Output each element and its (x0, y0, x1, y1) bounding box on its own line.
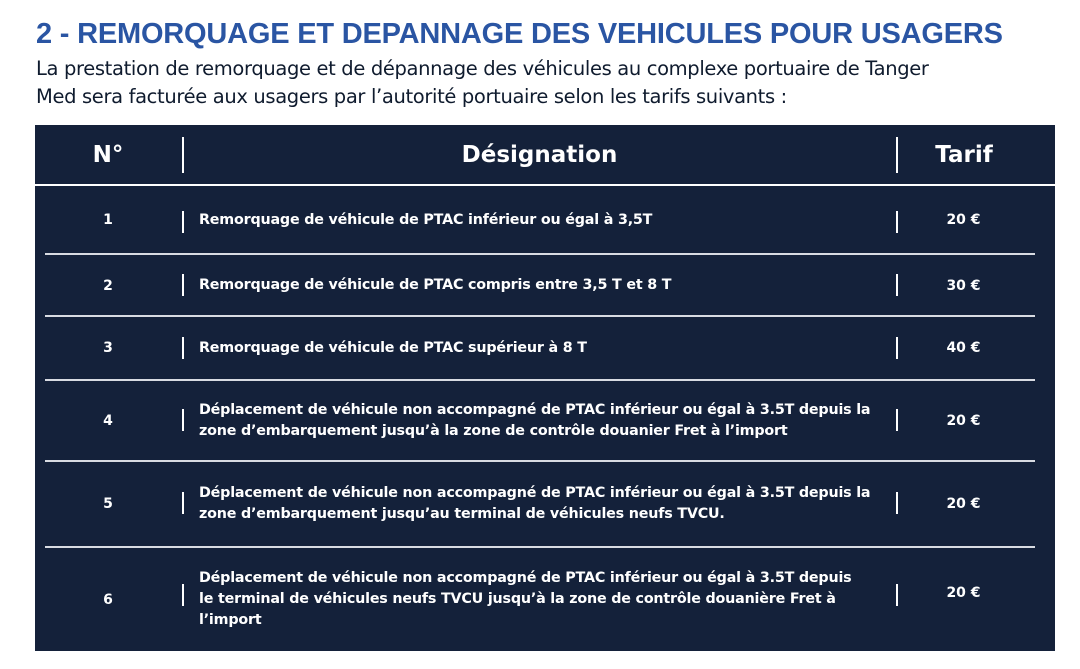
tariff-table (35, 125, 1055, 651)
table-row (35, 317, 1055, 379)
section-title: 2 - REMORQUAGE ET DEPANNAGE DES VEHICULES POUR USAGERS (36, 18, 1003, 50)
intro-paragraph (36, 55, 1066, 111)
row-number: 4 (103, 412, 113, 429)
table-row (35, 548, 1055, 651)
table-row (35, 381, 1055, 460)
row-tarif: 20 € (946, 496, 981, 512)
header-num: N° (92, 142, 124, 168)
cell-divider (182, 492, 184, 514)
header-designation: Désignation (461, 142, 618, 168)
cell-divider (182, 337, 184, 359)
cell-divider (182, 211, 184, 233)
header-underline (35, 184, 1055, 186)
header-tarif: Tarif (935, 142, 993, 168)
row-number: 1 (103, 212, 113, 228)
cell-divider (182, 274, 184, 296)
row-tarif: 20 € (946, 212, 981, 228)
row-number: 5 (103, 496, 113, 512)
row-designation: Remorquage de véhicule de PTAC supérieur à 8 T (199, 339, 587, 356)
row-tarif: 40 € (946, 340, 981, 356)
table-row (35, 187, 1055, 253)
row-tarif: 30 € (946, 277, 981, 294)
intro-line-2: Med sera facturée aux usagers par l’autorité portuaire selon les tarifs suivants : (36, 85, 787, 108)
row-designation: Déplacement de véhicule non accompagné de PTAC inférieur ou égal à 3.5T depuis la zone d’embarquement jusqu’à la zone de contrôle douanier Fret à l’import (199, 401, 871, 439)
row-designation: Déplacement de véhicule non accompagné de PTAC inférieur ou égal à 3.5T depuis le terminal de véhicules neufs TVCU jusqu’à la zone de contrôle douanière Fret à l’import (199, 570, 852, 628)
row-number: 2 (103, 277, 113, 294)
row-tarif: 20 € (946, 584, 981, 601)
cell-divider (182, 409, 184, 431)
row-designation: Remorquage de véhicule de PTAC inférieur ou égal à 3,5T (199, 211, 653, 228)
table-header (35, 125, 1055, 187)
row-number: 6 (103, 591, 113, 608)
table-row (35, 255, 1055, 316)
row-tarif: 20 € (946, 412, 981, 429)
row-designation: Déplacement de véhicule non accompagné de PTAC inférieur ou égal à 3.5T depuis la zone d’embarquement jusqu’au terminal de véhicules neufs TVCU. (199, 485, 871, 522)
row-number: 3 (103, 340, 113, 356)
table-row (35, 462, 1055, 546)
intro-line-1: La prestation de remorquage et de dépannage des véhicules au complexe portuaire de Tanger (36, 57, 929, 80)
row-designation: Remorquage de véhicule de PTAC compris entre 3,5 T et 8 T (199, 277, 672, 293)
cell-divider (182, 584, 184, 606)
